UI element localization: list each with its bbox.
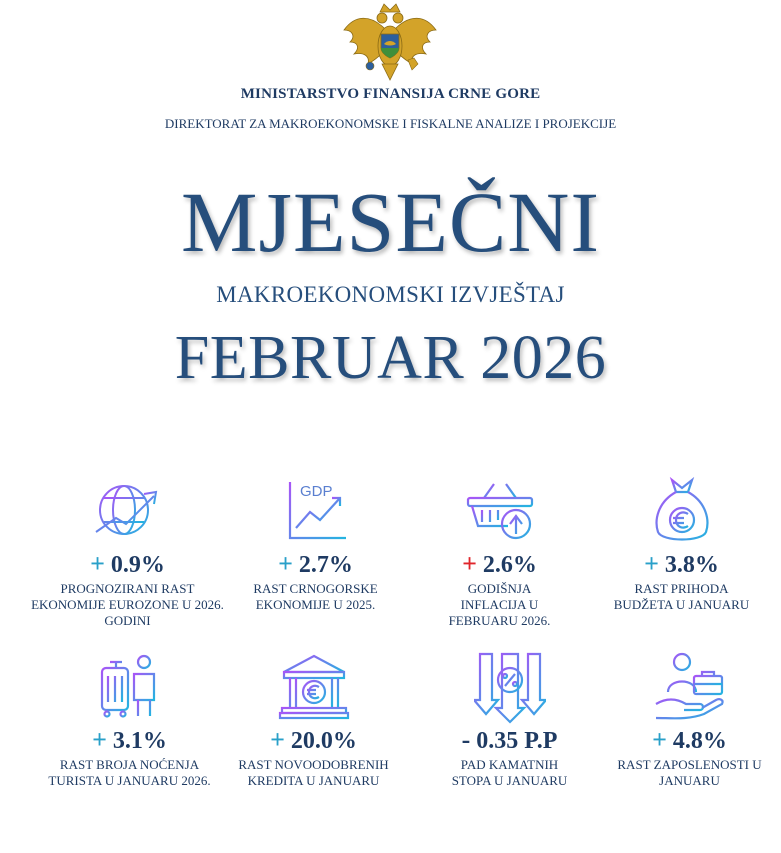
value-sign: - — [461, 725, 471, 754]
interest-rate-down-icon — [474, 652, 546, 724]
indicator-value: 2.7% — [298, 552, 353, 578]
indicator-eurozone-growth — [30, 476, 225, 629]
shopping-basket-icon — [464, 476, 536, 548]
indicator-value: 0.9% — [110, 552, 165, 578]
report-title: MJESEČNI — [181, 174, 600, 270]
indicator-employment — [592, 652, 781, 789]
indicator-value: 3.8% — [664, 552, 719, 578]
indicator-tourist-nights — [32, 652, 227, 789]
gdp-chart-icon — [280, 476, 352, 548]
directorate-name: DIREKTORAT ZA MAKROEKONOMSKE I FISKALNE ANALIZE I PROJEKCIJE — [164, 116, 617, 131]
indicator-inflation — [402, 476, 597, 629]
value-sign: + — [92, 725, 107, 754]
report-period: FEBRUAR 2026 — [174, 324, 607, 392]
tourist-luggage-icon — [94, 652, 166, 724]
indicator-gdp-growth — [218, 476, 413, 613]
value-sign: + — [278, 549, 293, 578]
indicator-value: 0.35 P.P — [476, 728, 558, 754]
report-subtitle: MAKROEKONOMSKI IZVJEŠTAJ — [216, 282, 565, 307]
euro-money-bag-icon — [646, 476, 718, 548]
montenegro-coat-of-arms-icon — [340, 2, 440, 84]
globe-growth-icon — [92, 476, 164, 548]
indicator-description: RAST ZAPOSLENOSTI U JANUARU — [617, 757, 762, 788]
indicator-description: PAD KAMATNIH STOPA U JANUARU — [451, 757, 568, 788]
indicator-value: 3.1% — [112, 728, 167, 754]
bank-euro-icon — [278, 652, 350, 724]
indicator-value: 20.0% — [290, 728, 357, 754]
value-sign: + — [652, 725, 667, 754]
indicator-description: RAST CRNOGORSKE EKONOMIJE U 2025. — [253, 581, 378, 612]
indicator-description: GODIŠNJA INFLACIJA U FEBRUARU 2026. — [448, 581, 551, 628]
indicator-value: 4.8% — [672, 728, 727, 754]
employment-hand-icon — [654, 652, 726, 724]
indicator-description: RAST PRIHODA BUDŽETA U JANUARU — [613, 581, 750, 612]
indicator-new-loans — [216, 652, 411, 789]
value-sign: + — [462, 549, 477, 578]
indicator-value: 2.6% — [482, 552, 537, 578]
ministry-name: MINISTARSTVO FINANSIJA CRNE GORE — [240, 86, 541, 102]
indicator-description: RAST BROJA NOĆENJA TURISTA U JANUARU 2026. — [48, 757, 211, 788]
value-sign: + — [270, 725, 285, 754]
value-sign: + — [90, 549, 105, 578]
indicator-description: RAST NOVOODOBRENIH KREDITA U JANUARU — [238, 757, 389, 788]
indicator-budget-revenue — [584, 476, 779, 613]
value-sign: + — [644, 549, 659, 578]
svg-text:GDP: GDP — [299, 483, 333, 500]
indicator-description: PROGNOZIRANI RAST EKONOMIJE EUROZONE U 2026. GODINI — [31, 581, 224, 628]
indicator-interest-rates — [412, 652, 607, 789]
